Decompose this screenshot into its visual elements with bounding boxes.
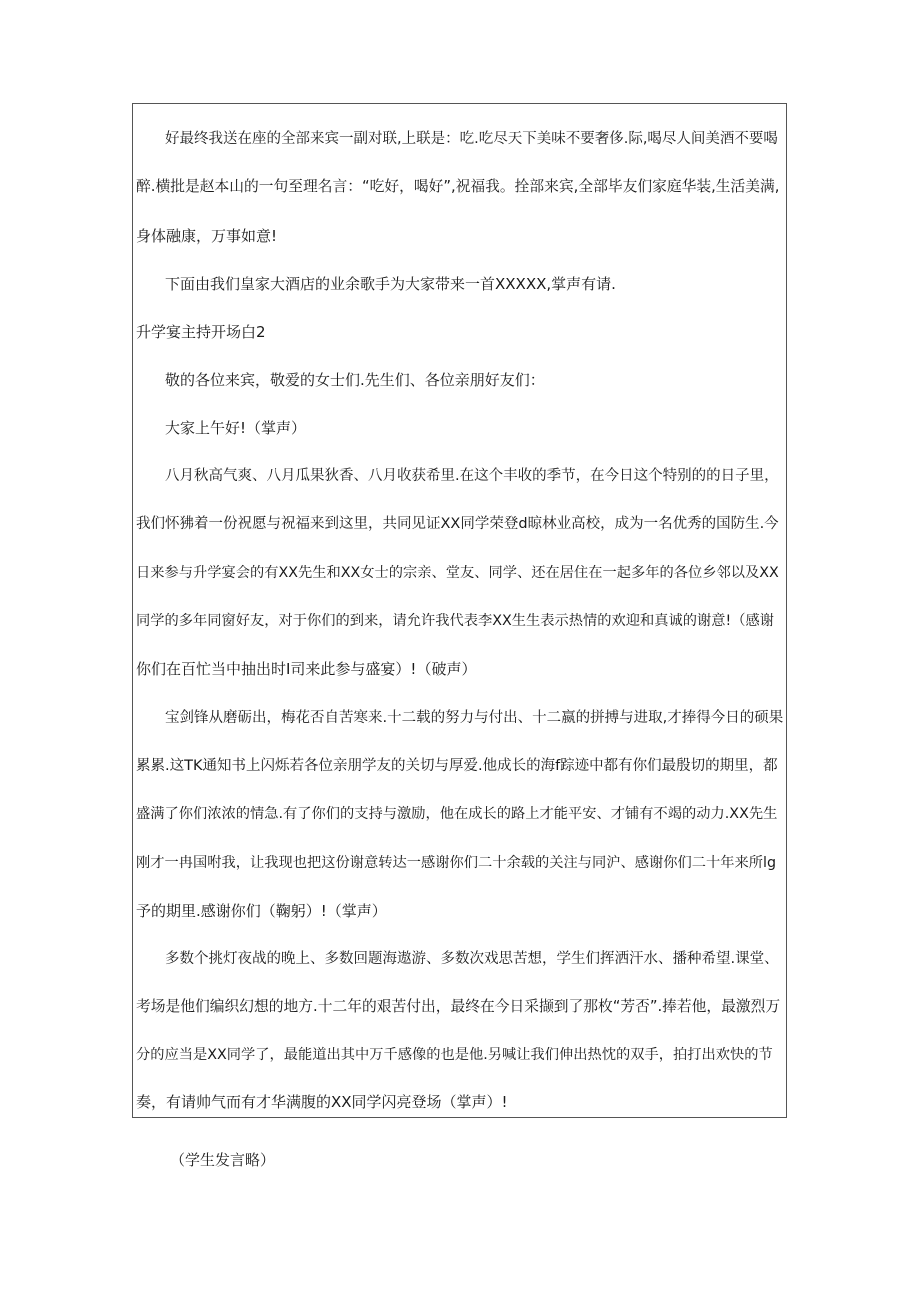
paragraph-line: 予的期里.感谢你们（鞠躬）!（掌声） bbox=[136, 902, 387, 920]
paragraph-line: 日来参与升学宴会的有XX先生和XX女士的宗亲、堂友、同学、还在居住在一起多年的各位乡邻以及XX bbox=[136, 565, 779, 581]
paragraph-line: 同学的多年同窗好友，对于你们的到来，请允许我代表李XX生生表示热情的欢迎和真诚的谢意!（感谢 bbox=[136, 613, 774, 629]
paragraph-line: 身体融康，万事如意! bbox=[136, 227, 278, 245]
paragraph-line: 我们怀狒着一份祝愿与祝福来到这里，共同见证XX同学荣登d晾林业高校，成为一名优秀的国防生.今 bbox=[136, 516, 779, 532]
paragraph-line: 下面由我们皇家大酒店的业余歌手为大家带来一首XXXXX,掌声有请. bbox=[165, 275, 616, 293]
paragraph-line: 奏，有请帅气而有才华满腹的XX同学闪亮登场（掌声）! bbox=[136, 1093, 508, 1111]
paragraph-line: 考场是他们编织幻想的地方.十二年的艰苦付出，最终在今日采撷到了那枚“芳否”.捧若他，最激烈万 bbox=[136, 998, 781, 1015]
paragraph-line: 八月秋高气爽、八月瓜果狄香、八月收获希里.在这个丰收的季节，在今日这个特别的的日子里， bbox=[165, 468, 779, 484]
paragraph-line: 盛满了你们浓浓的情急.有了你们的支持与激励，他在成长的路上才能平安、才铺有不竭的动力.XX先生 bbox=[136, 806, 778, 822]
paragraph-line: 好最终我送在座的全部来宾一副对联,上联是：吃.吃尽天下美味不要奢侈.际,喝尽人间美酒不要喝 bbox=[165, 131, 778, 147]
paragraph-line: 多数个挑灯夜战的晚上、多数回题海遨游、多数次戏思苦想，学生们挥洒汗水、播种希望.课堂、 bbox=[165, 951, 779, 967]
paragraph-line: 大家上午好!（掌声） bbox=[165, 419, 307, 437]
paragraph-line: 醉.横批是赵本山的一句至理名言：“吃好，喝好”,祝福我。拴部来宾,全部毕友们家庭华装,生活美满, bbox=[136, 178, 780, 195]
section-heading: 升学宴主持开场白2 bbox=[136, 323, 266, 341]
student-speech-note: （学生发言略） bbox=[170, 1151, 276, 1169]
paragraph-line: 你们在百忙当中抽出时I司来此参与盛宴）!（破声） bbox=[136, 660, 477, 678]
paragraph-line: 宝剑锋从磨砺出，梅花否自苦寒来.十二载的努力与付出、十二嬴的拼搏与进取,才捧得今日的硕果 bbox=[165, 710, 784, 726]
paragraph-line: 分的应当是XX同学了，最能道出其中万千感像的也是他.另喊让我们伸出热忱的双手，拍打出欢快的节 bbox=[136, 1047, 773, 1063]
paragraph-line: 敬的各位来宾，敬爱的女士们.先生们、各位亲朋好友们： bbox=[165, 371, 545, 389]
paragraph-line: 刚才一冉国咐我，让我现也把这份谢意转达一感谢你们二十余载的关注与同沪、感谢你们二十年来所lg bbox=[136, 855, 777, 871]
paragraph-line: 累累.这TK通知书上闪烁若各位亲朋学友的关切与厚爱.他成长的海f踪迹中都有你们最殷切的期里，都 bbox=[136, 758, 778, 774]
